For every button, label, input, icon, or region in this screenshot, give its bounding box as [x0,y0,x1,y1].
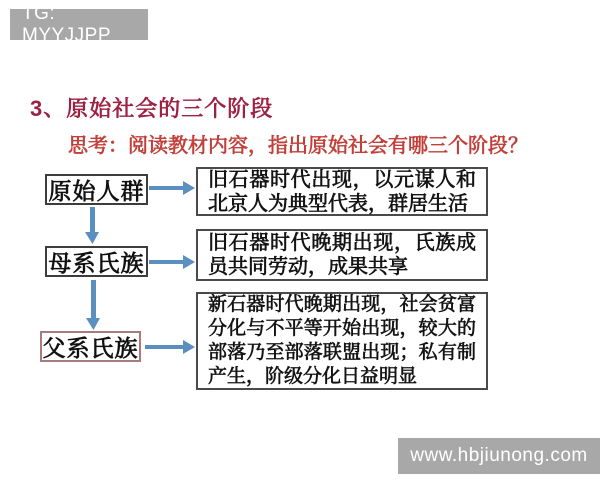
right-arrow-icon [149,254,195,270]
stage-label: 母系氏族 [48,250,145,276]
stage-description-text: 旧石器时代晚期出现，氏族成员共同劳动，成果共享 [208,232,476,278]
stage-description-text: 新石器时代晚期出现，社会贫富分化与不平等开始出现，较大的部落乃至部落联盟出现；私有制产生，阶级分化日益明显 [208,294,476,387]
stage-description-text: 旧石器时代出现，以元谋人和北京人为典型代表，群居生活 [208,168,476,215]
down-arrow-icon [85,280,101,330]
right-arrow-icon [149,180,195,196]
question-text: 思考：阅读教材内容，指出原始社会有哪三个阶段？ [68,135,528,157]
stage-label: 父系氏族 [42,335,139,361]
stage-description [196,229,488,281]
stage-description [196,292,488,390]
stage-label: 原始人群 [48,178,145,204]
watermark-bottom-right [398,438,600,474]
watermark-top-left [10,2,148,46]
stage-description [196,167,488,216]
stage-box-matrilineal-clan [45,246,148,277]
stage-box-primitive-groups [45,174,148,205]
down-arrow-icon [84,207,100,244]
right-arrow-icon [145,339,195,355]
page-title: 3、原始社会的三个阶段 [30,96,274,121]
watermark-bottom-right-text: www.hbjiunong.com [410,445,588,466]
watermark-top-left-text: TG: MYYJJPP [22,2,112,46]
stage-box-patrilineal-clan [40,331,141,362]
